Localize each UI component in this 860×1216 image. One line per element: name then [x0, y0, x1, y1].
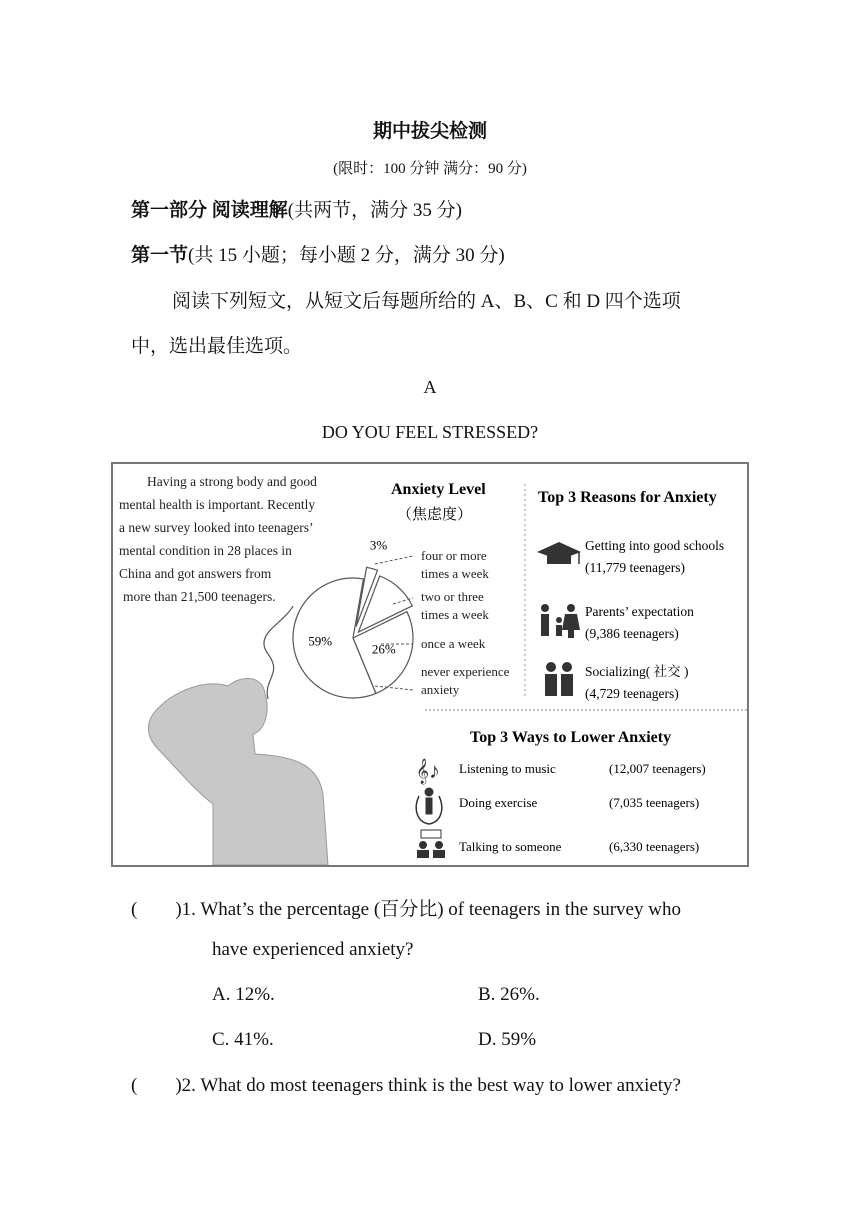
- section1-note: (共 15 小题；每小题 2 分，满分 30 分): [188, 245, 505, 266]
- passage-letter: A: [423, 377, 437, 397]
- thought-line: [264, 606, 293, 699]
- part1-heading: [131, 195, 462, 222]
- infographic: [111, 462, 749, 867]
- music-note-icon: 𝄞♪: [416, 758, 441, 783]
- pie-data-label: 26%: [371, 641, 396, 657]
- family-icon: [541, 604, 580, 638]
- reason-label: Parents’ expectation: [585, 604, 694, 619]
- option-c[interactable]: C. 41%.: [212, 1029, 274, 1050]
- way-label: Talking to someone: [459, 839, 562, 854]
- passage-title: DO YOU FEEL STRESSED?: [321, 422, 539, 442]
- intro-line: mental condition in 28 places in: [119, 543, 292, 558]
- anxiety-subtitle: （焦虑度）: [397, 507, 473, 523]
- answer-blank[interactable]: ( ): [131, 1075, 182, 1096]
- legend-pointer: [375, 556, 413, 564]
- intro-line: more than 21,500 teenagers.: [123, 589, 276, 604]
- way-label: Listening to music: [459, 761, 556, 776]
- graduation-cap-icon: [537, 542, 581, 564]
- instructions-line1: 阅读下列短文，从短文后每题所给的 A、B、C 和 D 四个选项: [172, 291, 681, 312]
- legend-label: once a week: [421, 636, 486, 651]
- reason-count: (11,779 teenagers): [585, 560, 685, 575]
- legend-label: never experience: [421, 664, 510, 679]
- question-text: 1. What’s the percentage (百分比) of teenagers in the survey who: [181, 899, 681, 920]
- intro-text: [119, 474, 317, 604]
- legend-label: times a week: [421, 566, 489, 581]
- instructions-line2: 中，选出最佳选项。: [131, 336, 303, 357]
- pie-data-label: 59%: [308, 633, 333, 649]
- option-d[interactable]: D. 59%: [478, 1029, 537, 1050]
- infographic-canvas: [113, 464, 747, 865]
- reasons-title: Top 3 Reasons for Anxiety: [538, 489, 717, 506]
- reason-count: (4,729 teenagers): [585, 686, 679, 701]
- page-subtitle: (限时：100 分钟 满分：90 分): [333, 161, 527, 177]
- intro-line: China and got answers from: [119, 566, 272, 581]
- anxiety-legend: [421, 548, 510, 697]
- question-2: [131, 1075, 681, 1097]
- section1-heading: [131, 240, 505, 267]
- question-1: [131, 894, 681, 921]
- legend-label: two or three: [421, 589, 484, 604]
- way-count: (7,035 teenagers): [609, 795, 700, 810]
- question-text: 2. What do most teenagers think is the best way to lower anxiety?: [181, 1075, 681, 1096]
- talking-icon: [417, 830, 445, 858]
- reason-count: (9,386 teenagers): [585, 626, 679, 641]
- intro-line: mental health is important. Recently: [119, 497, 316, 512]
- answer-blank[interactable]: ( ): [131, 899, 182, 920]
- page-title: 期中拔尖检测: [372, 121, 487, 142]
- option-a[interactable]: A. 12%.: [212, 984, 275, 1005]
- legend-label: four or more: [421, 548, 487, 563]
- way-label: Doing exercise: [459, 795, 538, 810]
- legend-label: times a week: [421, 607, 489, 622]
- person-silhouette-icon: [148, 678, 328, 865]
- reason-label: Socializing( 社交 ): [585, 664, 689, 679]
- ways-title: Top 3 Ways to Lower Anxiety: [470, 729, 672, 746]
- legend-label: anxiety: [421, 682, 460, 697]
- part1-label: 第一部分 阅读理解: [131, 200, 288, 221]
- anxiety-pie-chart: [293, 537, 413, 698]
- reason-label: Getting into good schools: [585, 538, 725, 553]
- part1-note: (共两节，满分 35 分): [287, 200, 462, 221]
- intro-line: a new survey looked into teenagers’: [119, 520, 314, 535]
- pie-data-label: 3%: [369, 537, 388, 553]
- question-text-cont: have experienced anxiety?: [212, 939, 414, 960]
- jump-rope-icon: [416, 788, 442, 824]
- way-count: (12,007 teenagers): [609, 761, 706, 776]
- way-count: (6,330 teenagers): [609, 839, 700, 854]
- section1-label: 第一节: [131, 245, 189, 266]
- people-icon: [545, 662, 573, 696]
- option-b[interactable]: B. 26%.: [478, 984, 540, 1005]
- intro-line: Having a strong body and good: [147, 474, 317, 489]
- anxiety-title: Anxiety Level: [391, 481, 486, 498]
